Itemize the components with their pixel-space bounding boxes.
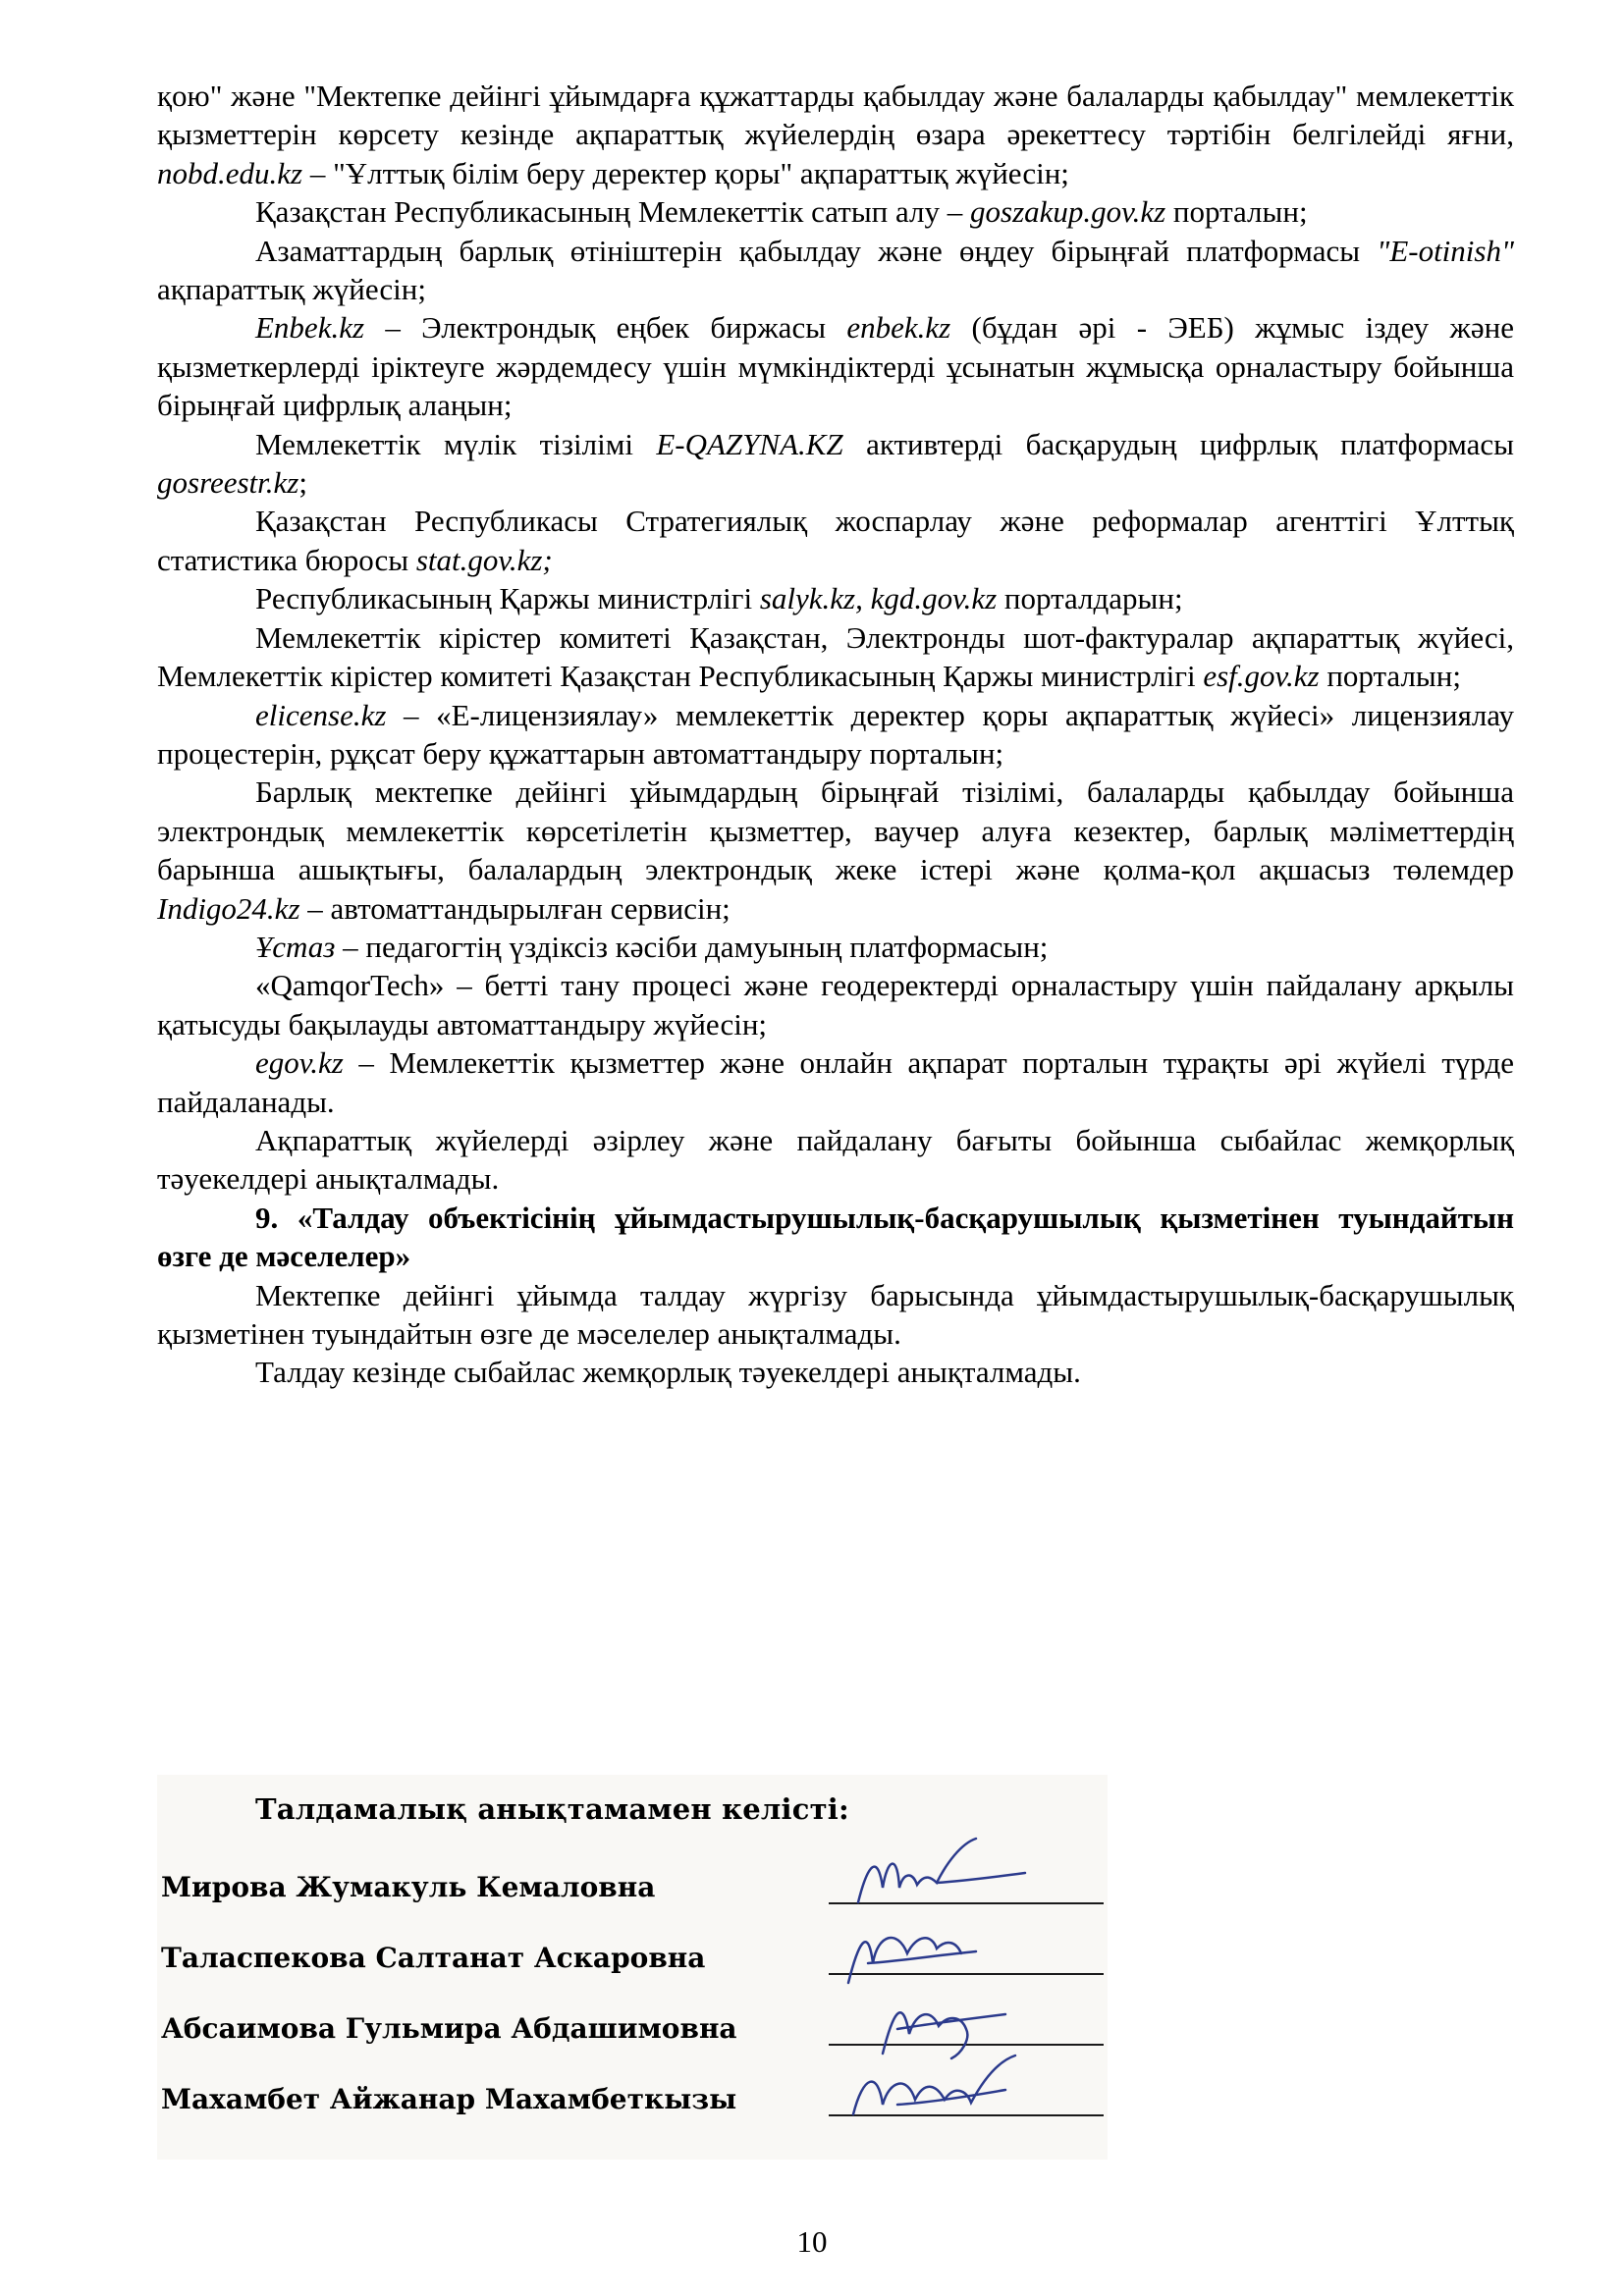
text-run: Мемлекеттік кірістер комитеті Қазақстан, Электронды шот-фактуралар ақпараттық жүйесі, Мемлекеттік кірістер комитеті Қазақстан Республикасының Қаржы министрлігі — [157, 619, 1514, 694]
body-paragraph — [157, 192, 1514, 231]
italic-text: elicense.kz — [255, 697, 387, 732]
italic-text: esf.gov.kz — [1203, 659, 1320, 694]
body-paragraph — [157, 696, 1514, 774]
body-paragraph — [157, 773, 1514, 928]
text-run: – "Ұлттық білім беру деректер қоры" ақпараттық жүйесін; — [302, 155, 1069, 190]
body-paragraph — [157, 966, 1514, 1043]
section-heading — [157, 1199, 1514, 1276]
italic-text: Ұстаз — [255, 929, 336, 964]
body-paragraph — [157, 502, 1514, 579]
text-run: «QamqorTech» – бетті тану процесі және геодеректерді орналастыру үшін пайдалану арқылы қатысуды бақылауды автоматтандыру жүйесін; — [157, 968, 1514, 1041]
text-run: (бұдан әрі - ЭЕБ) жұмыс іздеу және қызметкерлерді іріктеуге жәрдемдесу үшін мүмкіндіктерді ұсынатын жұмысқа орналастыру бойынша бірыңғай цифрлық алаңын; — [157, 310, 1514, 423]
text-run: Қазақстан Республикасы Стратегиялық жоспарлау және реформалар агенттігі Ұлттық статистика бюросы — [157, 504, 1514, 577]
text-run: – Мемлекеттік қызметтер және онлайн ақпарат порталын тұрақты әрі жүйелі түрде пайдаланады. — [157, 1045, 1514, 1119]
section-paragraph: Талдау кезінде сыбайлас жемқорлық тәуекелдері анықталмады. — [255, 1355, 1081, 1390]
italic-text: nobd.edu.kz — [157, 155, 303, 190]
text-run: – Электрондық еңбек биржасы — [364, 310, 847, 346]
text-run: Мемлекеттік мүлік тізілімі — [255, 426, 657, 461]
body-paragraph — [157, 308, 1514, 424]
italic-text: enbek.kz — [846, 310, 951, 346]
text-run: ; — [298, 465, 307, 501]
text-run: Барлық мектепке дейінгі ұйымдардың бірыңғай тізілімі, балаларды қабылдау бойынша электрондық мемлекеттік көрсетілетін қызметтер, ваучер алуға кезектер, барлық мәліметтердің барынша ашықтығы, балалардың электрондық жеке істері және қолма-қол ақшасыз төлемдер — [157, 774, 1514, 887]
handwritten-signature — [839, 2046, 1045, 2134]
signatory-name: Абсаимова Гульмира Абдашимовна — [161, 2012, 737, 2045]
italic-text: goszakup.gov.kz — [970, 194, 1166, 230]
signature-title: Талдамалық анықтамамен келісті: — [255, 1792, 849, 1826]
italic-text: Indigo24.kz — [157, 890, 300, 926]
body-paragraph — [157, 579, 1514, 617]
italic-text: egov.kz — [255, 1045, 344, 1081]
section-number: 9. — [255, 1200, 279, 1235]
signatory-name: Махамбет Айжанар Махамбеткызы — [161, 2083, 737, 2115]
text-run: порталдарын; — [997, 581, 1183, 616]
body-paragraph — [157, 928, 1514, 966]
document-body — [157, 77, 1514, 1392]
section-paragraph: Мектепке дейінгі ұйымда талдау жүргізу барысында ұйымдастырушылық-басқарушылық қызметінен туындайтын өзге де мәселелер анықталмады. — [157, 1277, 1514, 1351]
signatory-name: Таласпекова Салтанат Аскаровна — [161, 1942, 706, 1974]
body-paragraph — [157, 1121, 1514, 1199]
text-run: порталын; — [1165, 194, 1308, 230]
italic-text: E-QAZYNA.KZ — [656, 426, 843, 461]
text-run: Қазақстан Республикасының Мемлекеттік сатып алу – — [255, 194, 970, 230]
text-run: – «Е-лицензиялау» мемлекеттік деректер қоры ақпараттық жүйесі» лицензиялау процестерін, рұқсат беру құжаттарын автоматтандыру порталын; — [157, 697, 1514, 771]
section-title: «Талдау объектісінің ұйымдастырушылық-басқарушылық қызметінен туындайтын өзге де мәселелер» — [157, 1200, 1514, 1274]
italic-text: salyk.kz, kgd.gov.kz — [759, 581, 998, 616]
body-paragraphs — [157, 77, 1514, 1199]
page-number: 10 — [796, 2224, 828, 2259]
body-paragraph — [157, 618, 1514, 696]
body-paragraph — [157, 425, 1514, 503]
signature-row — [161, 2073, 1104, 2132]
signatory-name: Мирова Жумакуль Кемаловна — [161, 1871, 656, 1903]
text-run: Азаматтардың барлық өтініштерін қабылдау және өңдеу бірыңғай платформасы — [255, 233, 1378, 268]
italic-text: gosreestr.kz — [157, 465, 299, 501]
text-run: Ақпараттық жүйелерді әзірлеу және пайдалану бағыты бойынша сыбайлас жемқорлық тәуекелдері анықталмады. — [157, 1122, 1514, 1197]
text-run: ақпараттық жүйесін; — [157, 272, 426, 307]
text-run: – автоматтандырылған сервисін; — [299, 890, 731, 926]
text-run: активтерді басқарудың цифрлық платформасы — [842, 426, 1515, 461]
text-run: порталын; — [1319, 659, 1461, 694]
text-run: Республикасының Қаржы министрлігі — [255, 581, 760, 616]
body-paragraph — [157, 77, 1514, 192]
italic-text: stat.gov.kz; — [415, 542, 553, 577]
italic-text: Enbek.kz — [255, 310, 365, 346]
text-run: – педагогтің үздіксіз кәсіби дамуының платформасын; — [335, 929, 1049, 964]
italic-text: "E-otinish" — [1377, 233, 1514, 268]
body-paragraph — [157, 1043, 1514, 1121]
text-run: қою" және "Мектепке дейінгі ұйымдарға құжаттарды қабылдау және балаларды қабылдау" мемлекеттік қызметтерін көрсету кезінде ақпараттық жүйелердің өзара әрекеттесу тәртібін белгілейді яғни, — [157, 79, 1514, 152]
body-paragraph — [157, 232, 1514, 309]
signature-block — [157, 1775, 1108, 2160]
